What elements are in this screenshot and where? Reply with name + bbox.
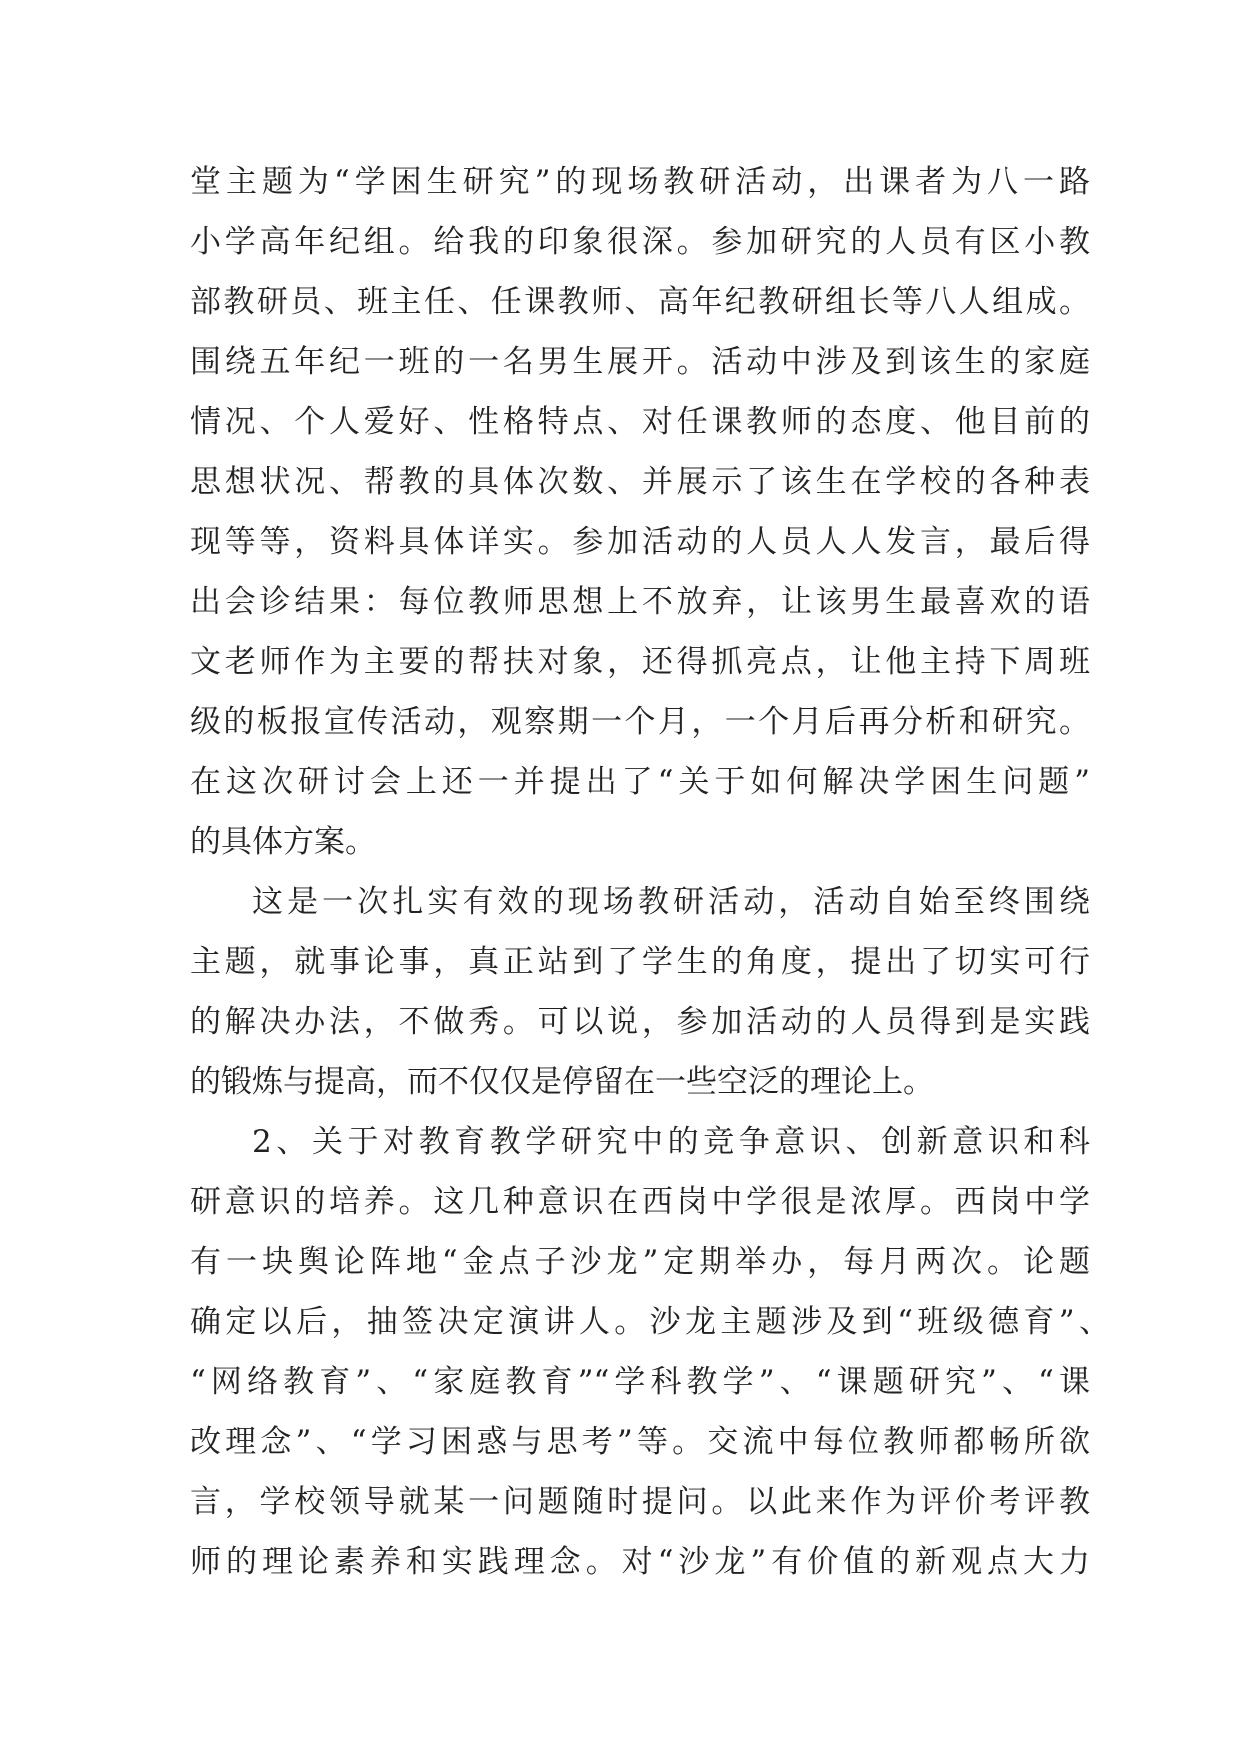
paragraph-2 [190,872,1090,1112]
text-line: 2、关于对教育教学研究中的竞争意识、创新意识和科 [252,1124,1090,1160]
text-line: 在这次研讨会上还一并提出了“关于如何解决学困生问题” [190,764,1090,800]
text-line: 围绕五年纪一班的一名男生展开。活动中涉及到该生的家庭 [190,344,1090,380]
text-line: 级的板报宣传活动，观察期一个月，一个月后再分析和研究。 [190,704,1090,740]
text-line: 师的理论素养和实践理念。对“沙龙”有价值的新观点大力 [190,1544,1090,1580]
text-line: 改理念”、“学习困惑与思考”等。交流中每位教师都畅所欲 [190,1424,1090,1460]
text-line: 思想状况、帮教的具体次数、并展示了该生在学校的各种表 [190,464,1090,500]
text-line: 的具体方案。 [190,824,376,860]
text-line: 部教研员、班主任、任课教师、高年纪教研组长等八人组成。 [190,284,1090,320]
text-line: 情况、个人爱好、性格特点、对任课教师的态度、他目前的 [190,404,1090,440]
text-line: 有一块舆论阵地“金点子沙龙”定期举办，每月两次。论题 [190,1244,1090,1280]
text-line: 的解决办法，不做秀。可以说，参加活动的人员得到是实践 [190,1004,1090,1040]
text-line: 主题，就事论事，真正站到了学生的角度，提出了切实可行 [190,944,1090,980]
text-line: “网络教育”、“家庭教育”“学科教学”、“课题研究”、“课 [190,1364,1090,1400]
text-line: 文老师作为主要的帮扶对象，还得抓亮点，让他主持下周班 [190,644,1090,680]
text-line: 研意识的培养。这几种意识在西岗中学很是浓厚。西岗中学 [190,1184,1090,1220]
text-line: 小学高年纪组。给我的印象很深。参加研究的人员有区小教 [190,224,1090,260]
paragraph-1 [190,152,1090,872]
text-line: 出会诊结果：每位教师思想上不放弃，让该男生最喜欢的语 [190,584,1090,620]
document-body [190,152,1110,1592]
text-line: 堂主题为“学困生研究”的现场教研活动，出课者为八一路 [190,164,1090,200]
text-line: 现等等，资料具体详实。参加活动的人员人人发言，最后得 [190,524,1090,560]
text-line: 确定以后，抽签决定演讲人。沙龙主题涉及到“班级德育”、 [190,1304,1110,1340]
text-line: 言，学校领导就某一问题随时提问。以此来作为评价考评教 [190,1484,1090,1520]
text-line: 的锻炼与提高，而不仅仅是停留在一些空泛的理论上。 [190,1064,934,1100]
paragraph-3 [190,1112,1110,1592]
text-line: 这是一次扎实有效的现场教研活动，活动自始至终围绕 [252,884,1090,920]
